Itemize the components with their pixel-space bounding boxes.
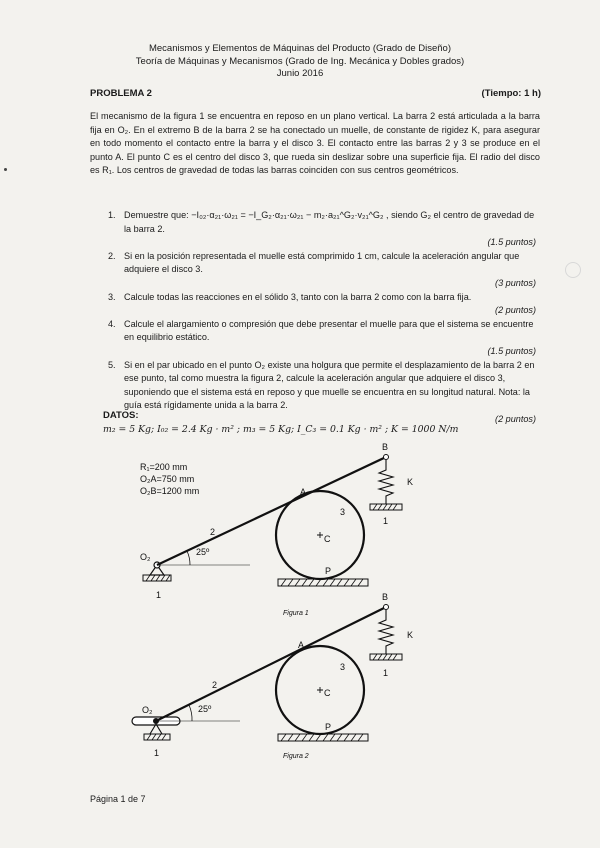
label-ground-2: 1	[383, 668, 389, 678]
problem-statement: El mecanismo de la figura 1 se encuentra en reposo en un plano vertical. La barra 2 está articulada a la barra fija en O₂. En el extremo B de la barra 2 se ha conectado un muelle, de constante de rigidez K, para asegurar en todo momento el contacto entre la barra y el disco 3. El contacto entre las barras 2 y 3 se produce en el punto A. El punto C es el centro del disco 3, que rueda sin deslizar sobre una superficie fija. El radio del disco es R₁. Los centros de gravedad de todas las barras coinciden con sus centros geométricos.	[90, 111, 540, 176]
label-k: K	[407, 477, 414, 487]
question-list	[90, 209, 540, 427]
question-points: (1.5 puntos)	[487, 345, 536, 356]
data-title: DATOS:	[103, 410, 139, 421]
problem-title-line	[90, 88, 541, 99]
question-1	[90, 209, 540, 250]
label-disc: 3	[340, 507, 346, 517]
question-number: 4.	[108, 318, 116, 329]
label-ground-2: 1	[383, 516, 389, 526]
question-text: Calcule todas las reacciones en el sólido 3, tanto con la barra 2 como con la barra fija.	[124, 291, 472, 302]
question-text: Demuestre que: −I₀₂·α₂₁·ω₂₁ = −I_G₂·α₂₁·ω₂₁ − m₂·a₂₁^G₂·v₂₁^G₂ , siendo G₂ el centro de gravedad de la barra 2.	[124, 210, 535, 234]
question-number: 5.	[108, 359, 116, 370]
exam-header	[0, 43, 600, 81]
question-4	[90, 318, 540, 359]
label-disc: 3	[340, 662, 346, 672]
question-number: 2.	[108, 250, 116, 261]
label-k: K	[407, 630, 414, 640]
question-points: (1.5 puntos)	[487, 237, 536, 248]
label-bar: 2	[210, 527, 216, 537]
problem-time: (Tiempo: 1 h)	[481, 88, 541, 99]
center-mark	[317, 532, 323, 538]
figure-2-diagram	[120, 590, 420, 770]
question-points: (3 puntos)	[495, 277, 536, 288]
label-a: A	[298, 640, 305, 650]
figure-2-caption: Figura 2	[283, 753, 309, 760]
faint-stamp	[565, 262, 581, 278]
label-o2: O₂	[142, 705, 153, 715]
question-2	[90, 250, 540, 291]
problem-title: PROBLEMA 2	[90, 88, 152, 99]
data-values: m₂ = 5 Kg; I₀₂ = 2.4 Kg · m² ; m₃ = 5 Kg; I_C₃ = 0.1 Kg · m² ; K = 1000 N/m	[103, 424, 459, 435]
question-text: Si en la posición representada el muelle está comprimido 1 cm, calcule la aceleración angular que adquiere el disco 3.	[124, 250, 520, 275]
dim-r1: R₁=200 mm	[140, 462, 188, 472]
page-footer: Página 1 de 7	[90, 794, 146, 804]
scan-speck	[4, 168, 7, 171]
label-bar: 2	[212, 680, 218, 690]
angle-arc	[189, 705, 192, 721]
header-line-1: Mecanismos y Elementos de Máquinas del Producto (Grado de Diseño)	[148, 43, 452, 54]
question-text: Calcule el alargamiento o compresión que debe presentar el muelle para que el sistema se encuentre en equilibrio estático.	[124, 318, 534, 343]
angle-arc	[187, 551, 190, 565]
bar-2	[156, 607, 389, 721]
figure-2	[120, 590, 420, 760]
question-5	[90, 359, 540, 427]
label-a: A	[300, 487, 307, 497]
question-points: (2 puntos)	[495, 305, 536, 316]
floor-ground	[278, 579, 368, 586]
center-mark	[317, 687, 323, 693]
header-line-3: Junio 2016	[276, 68, 324, 79]
label-c: C	[324, 688, 331, 698]
label-b: B	[382, 442, 389, 452]
label-b: B	[382, 592, 389, 602]
dim-o2a: O₂A=750 mm	[140, 474, 195, 484]
header-line-2: Teoría de Máquinas y Mecanismos (Grado de Ing. Mecánica y Dobles grados)	[135, 55, 465, 67]
label-p: P	[325, 722, 332, 732]
label-c: C	[324, 534, 331, 544]
floor-ground	[278, 734, 368, 741]
label-angle: 25º	[198, 704, 212, 714]
label-o2: O₂	[140, 552, 151, 562]
figure-1-caption: Figura 1	[283, 610, 309, 617]
question-number: 3.	[108, 291, 116, 302]
label-ground-1: 1	[154, 748, 160, 758]
label-angle: 25º	[196, 547, 210, 557]
question-3	[90, 291, 540, 318]
label-ground-1: 1	[156, 590, 162, 600]
dim-o2b: O₂B=1200 mm	[140, 486, 200, 496]
question-number: 1.	[108, 210, 116, 220]
label-p: P	[325, 566, 332, 576]
question-points: (2 puntos)	[495, 413, 536, 424]
figure-1	[120, 440, 420, 617]
question-text: Si en el par ubicado en el punto O₂ existe una holgura que permite el desplazamiento de la barra 2 en ese punto, tal como muestra la figura 2, calcule la aceleración angular que adquiere el disco 3, suponiendo que el sistema está en reposo y que muelle se encuentra en su longitud natural. Nota: la guía está rígidamente unida a la barra 2.	[124, 359, 535, 411]
